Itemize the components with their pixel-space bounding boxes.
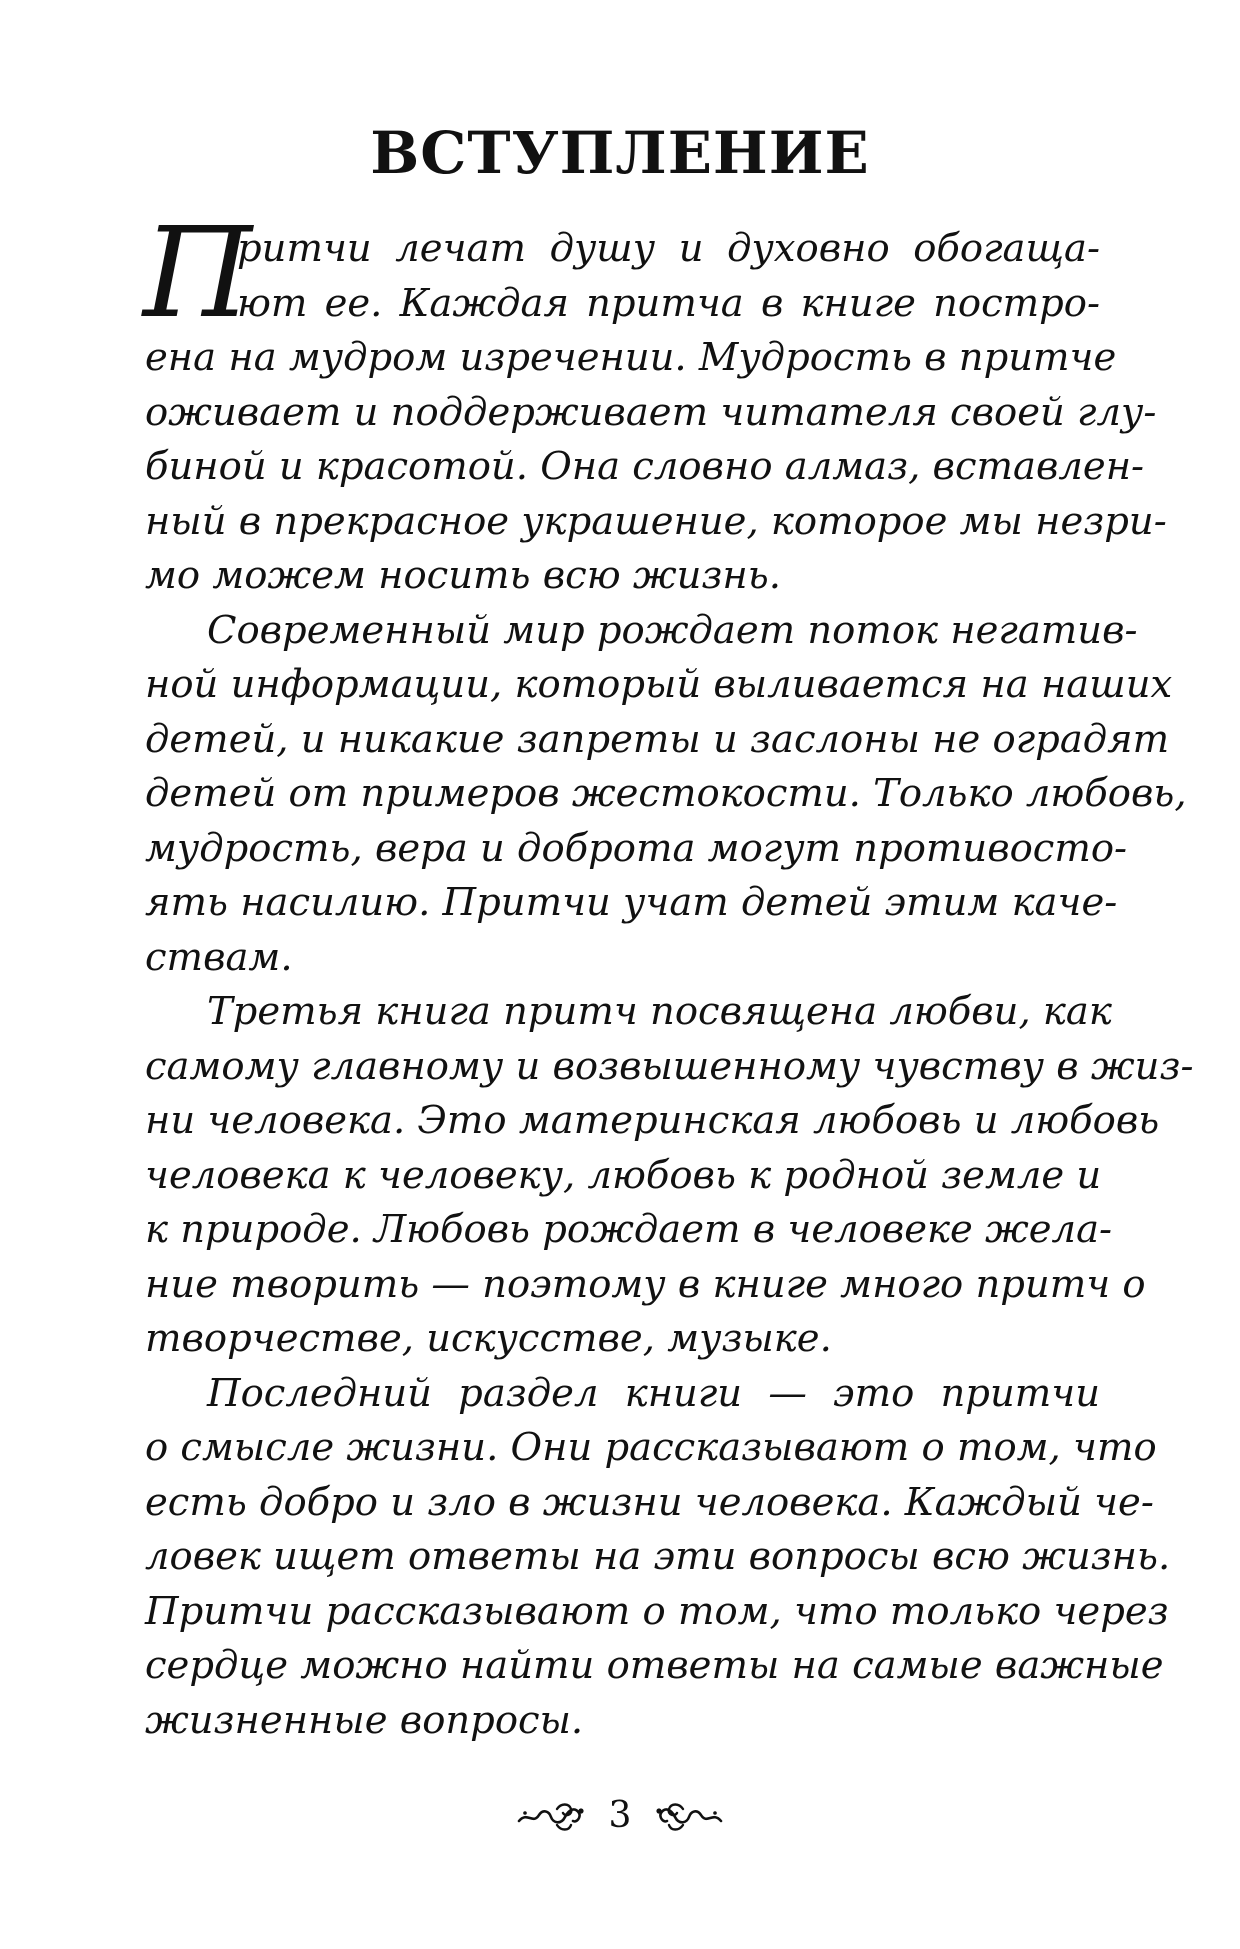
text-line: Современный мир рождает поток негатив- — [207, 607, 1138, 653]
text-line: Последний раздел книги — это притчи — [207, 1370, 1100, 1416]
text-line: жизненные вопросы. — [145, 1697, 584, 1743]
text-line: человека к человеку, любовь к родной земле и — [145, 1152, 1102, 1198]
text-line: ние творить — поэтому в книге много притч о — [145, 1261, 1146, 1307]
text-line: ритчи лечат душу и духовно обогаща- — [237, 226, 1100, 271]
text-line: ять насилию. Притчи учат детей этим каче- — [145, 880, 1118, 925]
flourish-left-icon — [517, 1799, 587, 1833]
text-line: биной и красотой. Она словно алмаз, вставлен- — [145, 444, 1145, 489]
text-line: ни человека. Это материнская любовь и любовь — [145, 1098, 1160, 1143]
text-line: Притчи рассказывают о том, что только через — [145, 1588, 1169, 1634]
body-text — [143, 201, 1194, 1748]
drop-cap: П — [143, 201, 253, 346]
text-line: мудрость, вера и доброта могут противосто- — [145, 825, 1128, 871]
paragraph-2 — [145, 604, 1187, 986]
text-line: оживает и поддерживает читателя своей глу- — [145, 389, 1157, 435]
text-line: есть добро и зло в жизни человека. Каждый че- — [145, 1479, 1154, 1525]
paragraph-4 — [145, 1367, 1171, 1749]
text-line: сердце можно найти ответы на самые важные — [145, 1643, 1164, 1688]
text-line: ствам. — [145, 934, 293, 980]
text-line: детей, и никакие запреты и заслоны не оградят — [145, 716, 1170, 762]
page-title: ВСТУПЛЕНИЕ — [370, 119, 870, 187]
paragraph-3 — [145, 985, 1194, 1367]
text-line: к природе. Любовь рождает в человеке жела- — [145, 1207, 1113, 1252]
text-line: ловек ищет ответы на эти вопросы всю жизнь. — [145, 1534, 1171, 1579]
text-line: Третья книга притч посвящена любви, как — [207, 989, 1112, 1034]
text-line: мо можем носить всю жизнь. — [145, 553, 781, 598]
flourish-right-icon — [653, 1799, 723, 1833]
text-line: ной информации, который выливается на наших — [145, 662, 1173, 707]
paragraph-1 — [143, 201, 1167, 604]
text-line: ют ее. Каждая притча в книге постро- — [237, 280, 1100, 326]
text-line: ена на мудром изречении. Мудрость в притче — [145, 335, 1117, 380]
text-line: ный в прекрасное украшение, которое мы незри- — [145, 498, 1167, 544]
text-line: самому главному и возвышенному чувству в жиз- — [145, 1043, 1194, 1089]
page-footer — [0, 1786, 1240, 1846]
page-number: 3 — [608, 1795, 632, 1836]
text-line: творчестве, искусстве, музыке. — [145, 1316, 832, 1361]
text-line: детей от примеров жестокости. Только любовь, — [145, 771, 1187, 816]
text-line: о смысле жизни. Они рассказывают о том, что — [145, 1425, 1157, 1470]
